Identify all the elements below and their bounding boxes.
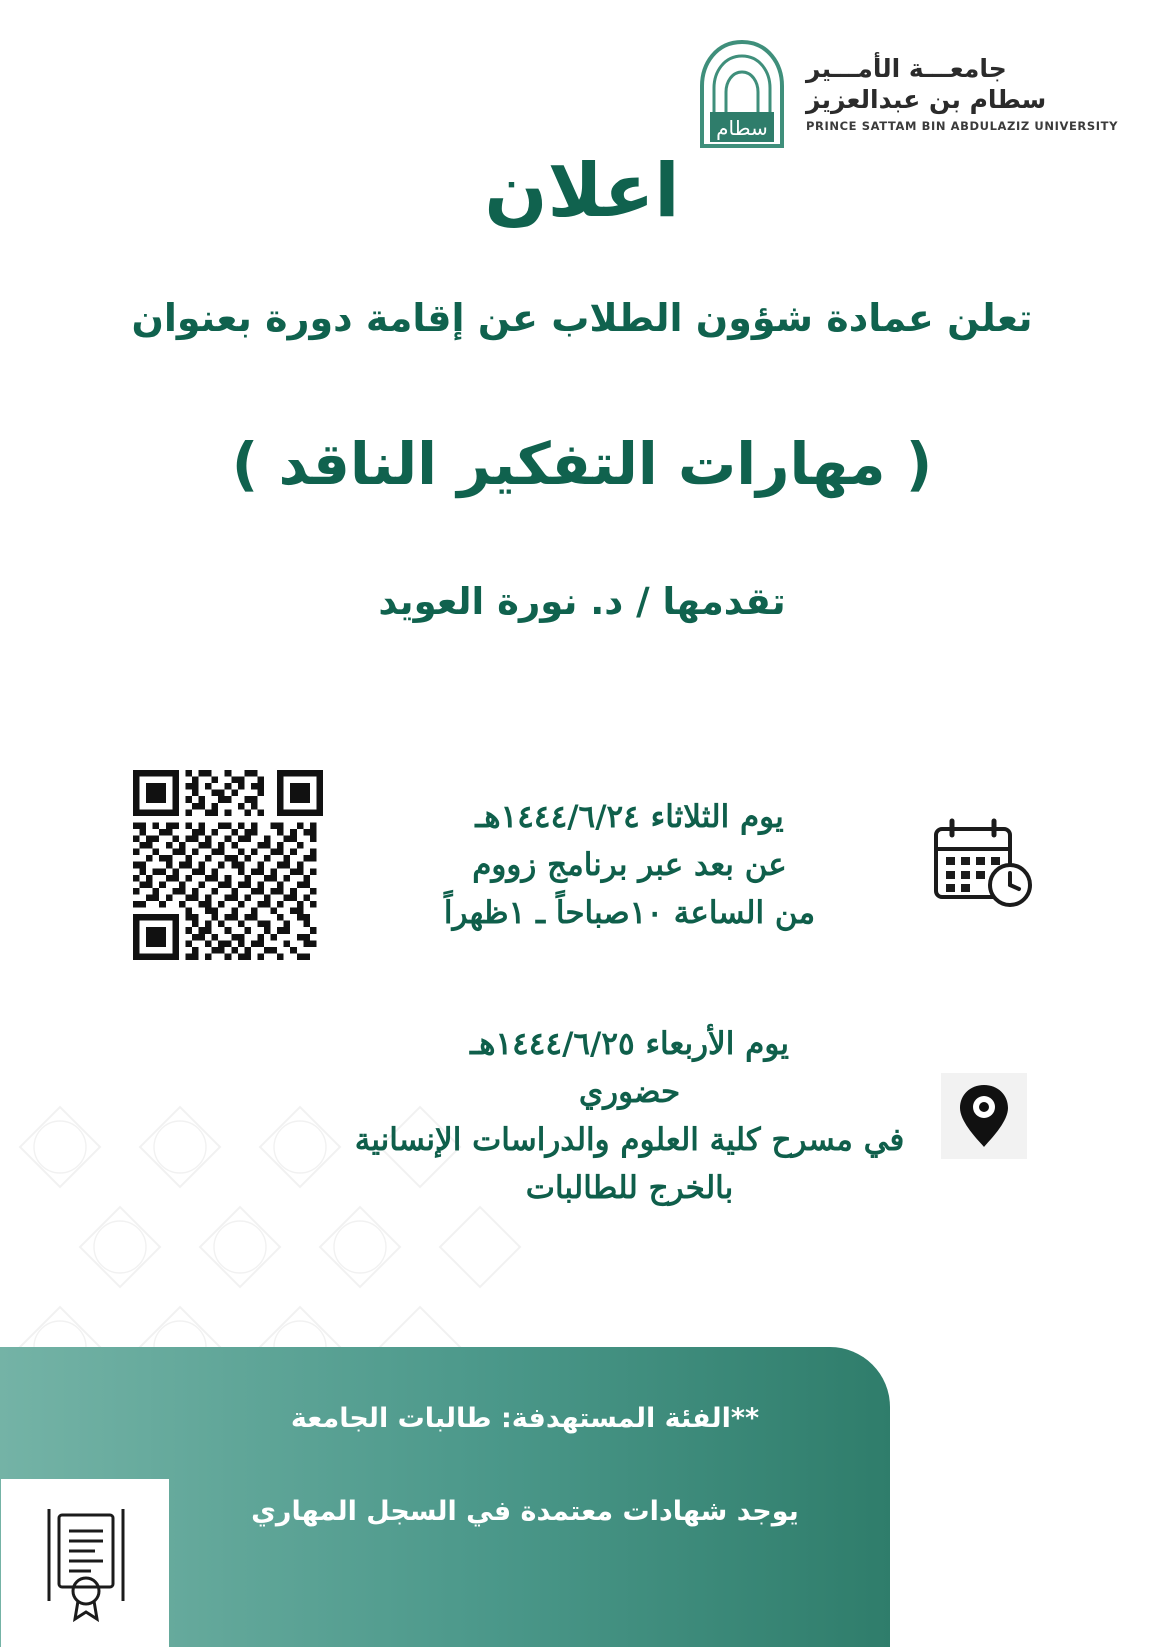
calendar-clock-icon [924, 817, 1044, 913]
university-name [806, 55, 1118, 133]
university-crest-icon [694, 38, 790, 150]
session-online-text [335, 793, 924, 937]
presenter-name: تقدمها / د. نورة العويد [378, 580, 786, 623]
session-online-line-3: من الساعة ١٠صباحاً ـ ١ظهراً [443, 895, 816, 932]
page-title: اعلان [484, 148, 680, 234]
session-online [120, 770, 1044, 960]
university-name-english: PRINCE SATTAM BIN ABDULAZIZ UNIVERSITY [806, 118, 1118, 133]
session-onsite-line-2: حضوري [578, 1074, 681, 1111]
university-logo [694, 38, 1118, 150]
session-onsite-line-1: يوم الأربعاء ١٤٤٤/٦/٢٥هـ [470, 1026, 789, 1062]
location-pin-icon [924, 1073, 1044, 1159]
session-onsite [120, 1020, 1044, 1212]
certificates-text: يوجد شهادات معتمدة في السجل المهاري [251, 1496, 799, 1527]
session-onsite-text [335, 1020, 924, 1212]
university-name-line1: جامعـــة الأمـــير [806, 54, 1007, 84]
session-onsite-line-3: في مسرح كلية العلوم والدراسات الإنسانية بالخرج للطالبات [354, 1122, 905, 1207]
target-audience-text: **الفئة المستهدفة: طالبات الجامعة [290, 1403, 760, 1434]
university-name-line2: سطام بن عبدالعزيز [806, 84, 1047, 114]
course-title: ( مهارات التفكير الناقد ) [231, 430, 933, 498]
svg-text:سطام: سطام [716, 116, 768, 140]
qr-code-icon[interactable] [120, 770, 335, 960]
session-online-line-2: عن بعد عبر برنامج زووم [472, 846, 787, 883]
poster-subtitle: تعلن عمادة شؤون الطلاب عن إقامة دورة بعنوان [131, 296, 1033, 340]
certificate-icon [1, 1479, 169, 1647]
session-online-line-1: يوم الثلاثاء ١٤٤٤/٦/٢٤هـ [475, 798, 784, 835]
